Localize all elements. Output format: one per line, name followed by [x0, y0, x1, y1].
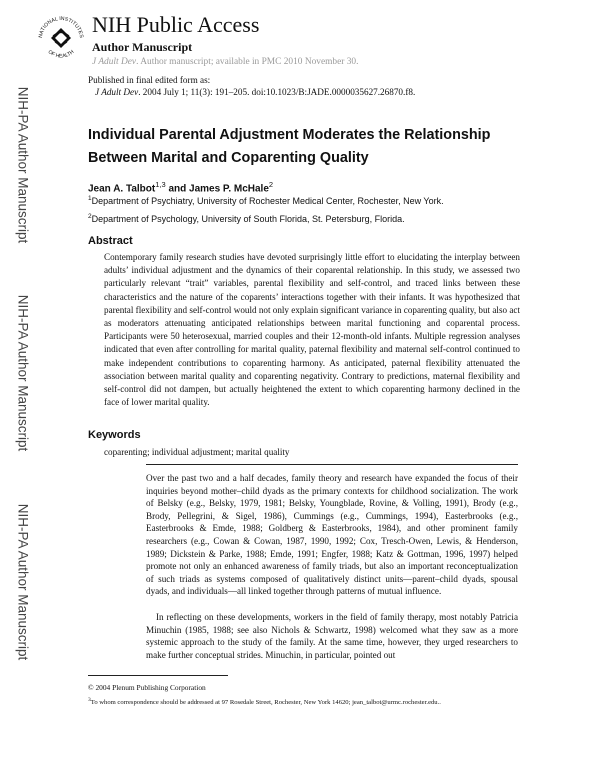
nih-seal-logo	[36, 9, 86, 67]
body-divider	[146, 464, 518, 465]
author-separator: and	[165, 183, 190, 195]
article-title-line1: Individual Parental Adjustment Moderates the Relationship	[88, 127, 491, 143]
body-paragraph-1: Over the past two and a half decades, family theory and research have expanded the focus of their inquiries beyond mother–child dyads as the primary contexts for childhood socialization. The work of Belsky (e.g., Belsky, 1979, 1981; Belsky, Youngblade, Rovine, & Volling, 1991), Brody (e.g., Brody, Pellegrini, & Sigel, 1986), Cummings (e.g., Cummings, 1994), Easterbrooks (e.g., Easterbrooks & Emde, 1988; Goldberg & Easterbrooks, 1984), and other prominent family researchers (e.g., Cowan & Cowan, 1987, 1990, 1992; Cox, Tresch-Owen, Lewis, & Henderson, 1989; Dickstein & Parke, 1988; Emde, 1991; Engfer, 1988; Katz & Gottman, 1996, 1997) helped promote not only an enhanced awareness of family triads, but also an important reconceptualization of such triads as systems composed of qualitatively distinct units—parent–child dyads, spousal dyads, and individuals—all linked together through patterns of mutual influence.	[146, 473, 518, 597]
author-2: James P. McHale	[189, 183, 269, 195]
abstract-text: Contemporary family research studies have devoted surprisingly little effort to elucidating the interplay between adults’ individual adjustment and the dynamics of their coparental relationship. In this study, we assessed two particularly relevant “trait” variables, parental flexibility and self-control, and traced links between these characteristics and the nature of the coparents’ interactions together with their infants. It was hypothesized that parental flexibility and self-control would not only explain significant variance in coparenting quality, but also act as moderators attenuating anticipated relationships between marital functioning and coparental process. Participants were 50 heterosexual, married couples and their 12-month-old infants. Multiple regression analyses indicated that even after controlling for marital quality, paternal flexibility and maternal self-control continued to make independent contributions to coparenting harmony. As anticipated, paternal flexibility attenuated the association between marital quality and coparenting negativity. Contrary to predictions, maternal flexibility and self-control did not dampen, but actually heightened the extent to which coparenting harmony declined in the face of lower marital quality.	[104, 252, 520, 408]
footnote-divider	[88, 675, 228, 676]
body-paragraph-2: In reflecting on these developments, workers in the field of family therapy, most notably Patricia Minuchin (1985, 1988; see also Nichols & Schwartz, 1998) welcomed what they saw as a more systemic approach to the study of the family. At the same time, however, they urged researchers to make further conceptual strides. Minuchin, in particular, pointed out	[146, 612, 518, 660]
keywords-heading: Keywords	[88, 429, 141, 441]
side-watermark-3: NIH-PA Author Manuscript	[15, 503, 31, 661]
nih-public-access-title: NIH Public Access	[92, 12, 260, 37]
published-in-label: Published in final edited form as:	[88, 75, 211, 85]
correspondence-footnote	[88, 696, 558, 707]
author-1-affil: 1,3	[155, 180, 166, 189]
journal-status: . Author manuscript; available in PMC 2010 November 30.	[136, 57, 359, 67]
footnote-marker: 3	[88, 697, 91, 703]
article-title-line2: Between Marital and Coparenting Quality	[88, 150, 369, 166]
author-manuscript-label: Author Manuscript	[92, 40, 193, 54]
side-watermark-2: NIH-PA Author Manuscript	[15, 294, 31, 452]
side-watermark-1: NIH-PA Author Manuscript	[15, 86, 31, 244]
author-2-affil: 2	[268, 180, 274, 189]
citation-journal: J Adult Dev	[95, 87, 139, 97]
abstract-heading: Abstract	[88, 235, 133, 247]
nih-seal-icon	[36, 9, 86, 67]
footnote-text: To whom correspondence should be addressed at 97 Rosedale Street, Rochester, New York 14620; jean_talbot@urmc.rochester.edu..	[90, 699, 441, 707]
logo-text-top: NATIONAL INSTITUTES	[37, 15, 85, 39]
journal-availability-line	[92, 56, 358, 68]
affiliation-1: $^1$Department of Psychiatry, University of Rochester Medical Center, Rochester, New York.	[88, 195, 444, 206]
author-1: Jean A. Talbot	[88, 183, 156, 195]
keywords-text: coparenting; individual adjustment; marital quality	[104, 447, 290, 457]
citation-details: . 2004 July 1; 11(3): 191–205. doi:10.1023/B:JADE.0000035627.26870.f8.	[138, 87, 416, 97]
article-title	[88, 124, 568, 170]
logo-text-bottom: OF HEALTH	[46, 49, 76, 60]
svg-text:OF HEALTH	[47, 49, 76, 59]
journal-abbrev: J Adult Dev	[92, 57, 137, 67]
affiliation-2: $^2$Department of Psychology, University of South Florida, St. Petersburg, Florida.	[88, 213, 405, 224]
citation	[95, 86, 415, 98]
copyright-notice: © 2004 Plenum Publishing Corporation	[88, 683, 206, 692]
